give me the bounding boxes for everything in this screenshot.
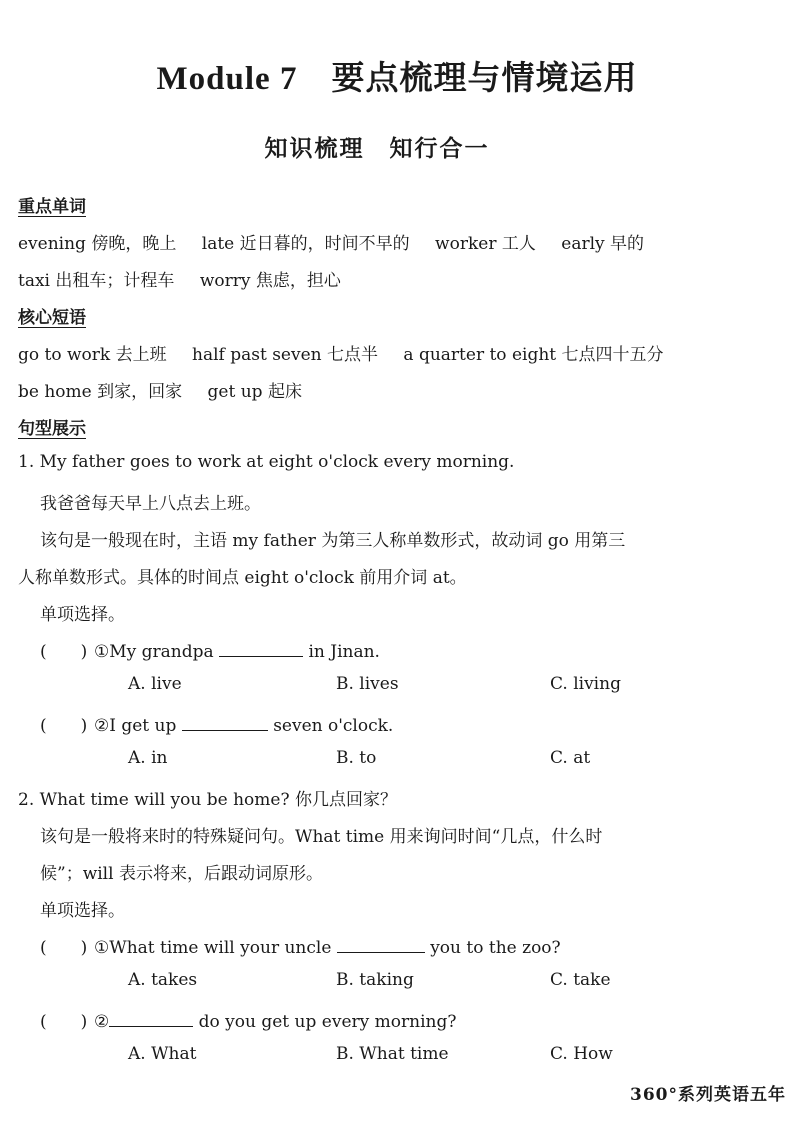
footer-series-label: 360°系列英语五年 xyxy=(630,1085,786,1105)
option-a[interactable]: A. What xyxy=(128,1044,197,1064)
item2-question-1 xyxy=(40,933,561,958)
word-worry: worry 焦虑，担心 xyxy=(199,271,341,291)
item2-sentence: 2. What time will you be home? 你几点回家？ xyxy=(18,790,397,810)
option-b[interactable]: B. taking xyxy=(336,970,414,990)
option-a[interactable]: A. takes xyxy=(128,970,198,990)
word-early: early 早的 xyxy=(561,234,645,254)
item1-exercise-label: 单项选择。 xyxy=(40,605,125,625)
item1-note-line-2: 人称单数形式。具体的时间点 eight o'clock 前用介词 at。 xyxy=(18,568,467,588)
question-text-end: do you get up every morning? xyxy=(198,1012,457,1032)
option-a[interactable]: A. in xyxy=(128,748,168,768)
phrases-line-2 xyxy=(18,377,302,402)
word-evening: evening 傍晚，晚上 xyxy=(18,234,177,254)
phrases-line-1 xyxy=(18,340,664,365)
answer-bracket[interactable]: ( ) xyxy=(40,938,88,958)
item1-question-2 xyxy=(40,711,393,736)
option-b[interactable]: B. lives xyxy=(336,674,399,694)
answer-blank[interactable] xyxy=(109,1012,193,1027)
page-subtitle: 知识梳理 知行合一 xyxy=(264,135,490,162)
question-text-end: you to the zoo? xyxy=(430,938,561,958)
answer-blank[interactable] xyxy=(219,642,303,657)
phrase-quarter-to-eight: a quarter to eight 七点四十五分 xyxy=(403,345,664,365)
section-heading-sentences: 句型展示 xyxy=(18,419,86,439)
question-text-end: seven o'clock. xyxy=(273,716,394,736)
words-line-2 xyxy=(18,266,341,291)
phrase-half-past-seven: half past seven 七点半 xyxy=(192,345,379,365)
page-title: Module 7 要点梳理与情境运用 xyxy=(156,61,638,97)
question-text: ②I get up xyxy=(94,716,177,736)
words-line-1 xyxy=(18,229,644,254)
word-taxi: taxi 出租车；计程车 xyxy=(18,271,175,291)
option-a[interactable]: A. live xyxy=(128,674,182,694)
section-heading-words: 重点单词 xyxy=(18,197,86,217)
answer-bracket[interactable]: ( ) xyxy=(40,642,88,662)
option-b[interactable]: B. What time xyxy=(336,1044,449,1064)
item1-note-line-1: 该句是一般现在时，主语 my father 为第三人称单数形式，故动词 go 用第三 xyxy=(40,531,626,551)
word-worker: worker 工人 xyxy=(435,234,536,254)
word-late: late 近日暮的，时间不早的 xyxy=(201,234,410,254)
item2-exercise-label: 单项选择。 xyxy=(40,901,125,921)
phrase-be-home: be home 到家，回家 xyxy=(18,382,183,402)
item1-question-1 xyxy=(40,637,380,662)
item1-sentence: 1. My father goes to work at eight o'clock every morning. xyxy=(18,452,515,472)
option-c[interactable]: C. living xyxy=(550,674,621,694)
question-text-end: in Jinan. xyxy=(308,642,380,662)
answer-blank[interactable] xyxy=(182,716,268,731)
option-c[interactable]: C. at xyxy=(550,748,591,768)
option-c[interactable]: C. take xyxy=(550,970,611,990)
question-text: ①What time will your uncle xyxy=(94,938,332,958)
item2-note-line-1: 该句是一般将来时的特殊疑问句。What time 用来询问时间“几点，什么时 xyxy=(40,827,603,847)
question-text: ② xyxy=(94,1012,110,1032)
phrase-go-to-work: go to work 去上班 xyxy=(18,345,167,365)
answer-bracket[interactable]: ( ) xyxy=(40,716,88,736)
option-c[interactable]: C. How xyxy=(550,1044,613,1064)
section-heading-phrases: 核心短语 xyxy=(18,308,86,328)
item1-translation: 我爸爸每天早上八点去上班。 xyxy=(40,494,261,514)
item2-note-line-2: 候”；will 表示将来，后跟动词原形。 xyxy=(40,864,323,884)
answer-bracket[interactable]: ( ) xyxy=(40,1012,88,1032)
question-text: ①My grandpa xyxy=(94,642,214,662)
item2-question-2 xyxy=(40,1007,456,1032)
option-b[interactable]: B. to xyxy=(336,748,377,768)
answer-blank[interactable] xyxy=(337,938,425,953)
phrase-get-up: get up 起床 xyxy=(207,382,302,402)
